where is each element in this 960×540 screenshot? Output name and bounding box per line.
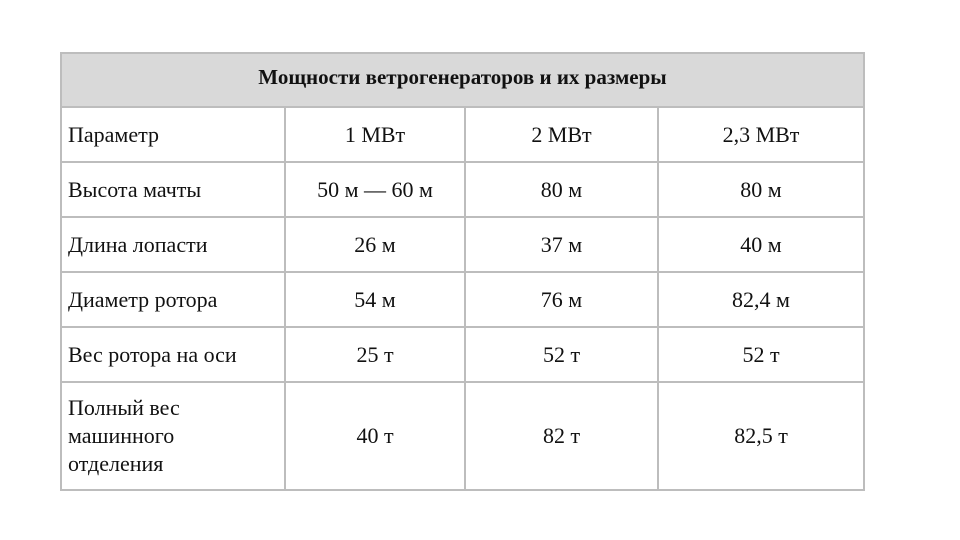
row-value: 80 м — [466, 163, 659, 218]
row-param-line: отделения — [68, 451, 164, 476]
row-value: 40 м — [659, 218, 863, 273]
row-value: 52 т — [466, 328, 659, 383]
header-col-2mw: 2 МВт — [466, 108, 659, 163]
power-table — [60, 52, 865, 491]
row-value: 37 м — [466, 218, 659, 273]
table-row — [62, 163, 863, 218]
row-value: 26 м — [286, 218, 466, 273]
row-value: 54 м — [286, 273, 466, 328]
row-param: Высота мачты — [62, 163, 286, 218]
table-row — [62, 273, 863, 328]
row-value: 82 т — [466, 383, 659, 489]
table-row — [62, 328, 863, 383]
header-param: Параметр — [62, 108, 286, 163]
row-value: 25 т — [286, 328, 466, 383]
table-row — [62, 383, 863, 489]
header-col-1mw: 1 МВт — [286, 108, 466, 163]
row-param-line: машинного — [68, 423, 175, 448]
table-title: Мощности ветрогенераторов и их размеры — [62, 54, 863, 108]
row-value: 82,5 т — [734, 423, 788, 448]
row-value: 52 т — [659, 328, 863, 383]
row-value: 80 м — [659, 163, 863, 218]
row-value: 50 м — 60 м — [286, 163, 466, 218]
row-param: Вес ротора на оси — [62, 328, 286, 383]
table-grid — [62, 108, 863, 489]
row-value: 82,4 м — [659, 273, 863, 328]
row-value: 40 т — [286, 383, 466, 489]
row-param-line: Полный вес — [68, 395, 180, 420]
row-param — [62, 383, 286, 489]
row-value: 76 м — [466, 273, 659, 328]
header-col-2-3mw: 2,3 МВт — [659, 108, 863, 163]
header-row — [62, 108, 863, 163]
row-param: Диаметр ротора — [62, 273, 286, 328]
table-row — [62, 218, 863, 273]
row-param: Длина лопасти — [62, 218, 286, 273]
